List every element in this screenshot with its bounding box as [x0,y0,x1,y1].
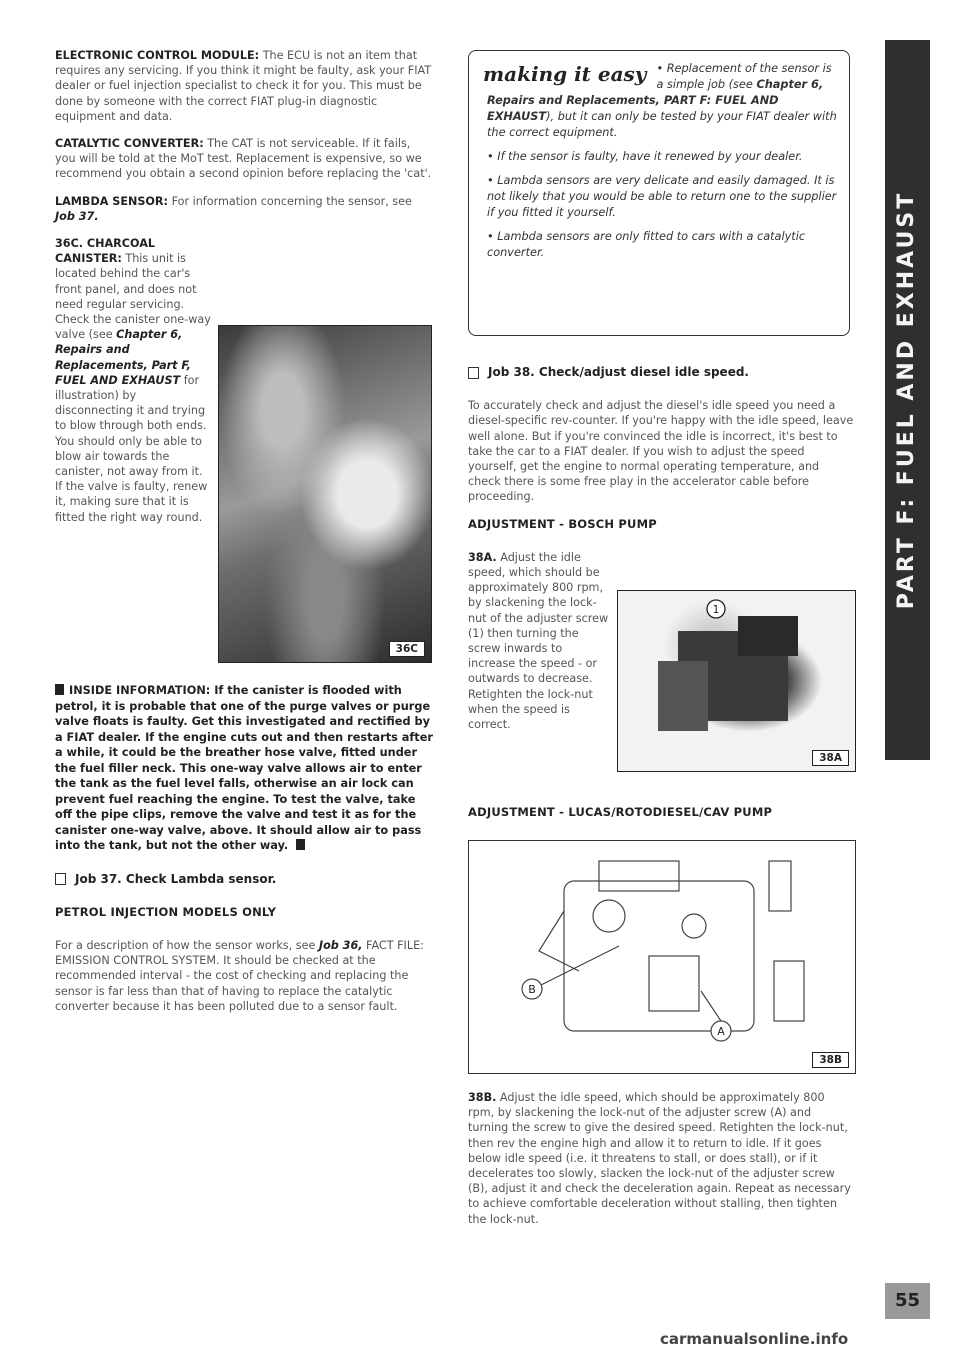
bosch-pump-illustration [618,591,855,771]
lambda-text: For information concerning the sensor, see [168,194,412,208]
tip-bullet-2: • If the sensor is faulty, have it renewed by your dealer. [487,150,803,163]
info-bold-3: breather hose valve, [204,746,337,759]
lucas-heading: ADJUSTMENT - LUCAS/ROTODIESEL/CAV PUMP [468,805,773,819]
lucas-pump-diagram [468,840,856,1074]
charcoal-text-2: for illustration) by disconnecting it and trying to blow through both ends. You should only be able to blow air towards the canister, not away from it. If the valve is faulty, renew it, making sure that it is fitted the right way round. [55,373,208,524]
tip-bullet-3-text: Lambda sensors are very delicate and easily damaged. It is not likely that you would be able to return one to the supplier if you fitted it yourself. [487,174,837,219]
petrol-text-2: FACT FILE: EMISSION CONTROL SYSTEM. It should be checked at the recommended interval - the cost of checking and replacing the sensor is far less than that of having to replace the catalytic converter because it has been polluted due to a sensor fault. [55,938,424,1013]
info-or: or [371,699,393,713]
lambda-paragraph [55,194,433,224]
tip-bullet-2-text: If the sensor is faulty, have it renewed by your dealer. [497,150,803,163]
lambda-ref: Job 37. [55,209,99,223]
canister-photo [218,325,432,663]
petrol-heading: PETROL INJECTION MODELS ONLY [55,904,277,919]
tip-bullet-1-text-b: ), but it can only be tested by your FIAT dealer with the correct equipment. [487,110,837,139]
charcoal-paragraph [55,236,211,525]
job37-title-text: Job 37. Check Lambda sensor. [75,871,277,886]
s38b-label: 38B. [468,1091,497,1104]
charcoal-ref: Chapter 6, Repairs and Replacements, Part F, FUEL AND EXHAUST [55,328,191,387]
left-column-lower [55,683,433,1026]
ecm-paragraph [55,48,433,124]
petrol-ref: Job 36, [318,938,363,952]
info-text-2: is faulty. Get this investigated and rectified by a FIAT dealer. If the engine cuts out and then restarts after a while, it could be the [55,715,433,759]
tip-bullet-3: • Lambda sensors are very delicate and easily damaged. It is not likely that you would be able to return one to the supplier if you fitted it yourself. [487,174,837,219]
ecm-text: The ECU is not an item that requires any servicing. If you think it might be faulty, ask your FIAT dealer or fuel injection specialist to check it for you. This must be done by someone with the correct FIAT plug-in diagnostic equipment and data. [55,49,432,123]
s38a-paragraph [468,550,610,732]
s38b-text: Adjust the idle speed, which should be approximately 800 rpm, by slackening the lock-nut of the adjuster screw (A) and turning the screw to give the desired speed. Retighten the lock-nut, then rev the engine high and allow it to return to idle. If it goes below idle speed (i.e. it threatens to stall, or does stall), or if it decelerates too slowly, slacken the lock-nut of the adjuster screw (B), adjust it and check the deceleration again. Repeat as necessary to achieve comfortable deceleration without stalling, then tighten the lock-nut. [468,1091,851,1226]
cat-paragraph [55,136,433,182]
job38-title [468,365,854,380]
photo-38a-marker: 1 [712,603,720,616]
cat-label: CATALYTIC CONVERTER: [55,137,204,151]
bosch-pump-photo [617,590,856,772]
job38-checkbox[interactable] [468,367,479,379]
page-number: 55 [885,1283,930,1319]
tip-bullet-4-text: Lambda sensors are only fitted to cars with a catalytic converter. [487,230,806,259]
petrol-text-1: For a description of how the sensor works, see [55,938,319,952]
making-it-easy-logo: making it easy [483,62,647,86]
charcoal-text-1: This unit is located behind the car's front panel, and does not need regular servicing. Check the canister one-way valve (see [55,252,211,342]
info-text-3: fitted under the fuel filler neck. This one-way valve allows air to enter the tank as the fuel level falls, otherwise an air lock can prevent fuel reaching the engine. To test the valve, take off the pipe clips, remove the valve and test it as for the canister one-way valve, above. It should allow air to pass into the tank, but not the other way. [55,746,422,852]
s38a-label: 38A. [468,550,497,564]
tip-bullet-4: • Lambda sensors are only fitted to cars with a catalytic converter. [487,230,806,259]
tip-bullet-1: • Replacement of the sensor is a simple job (see Chapter 6, Repairs and Replacements, PART F: FUEL AND EXHAUST), but it can only be tested by your FIAT dealer with the correct equipment. [487,62,837,139]
ecm-label: ELECTRONIC CONTROL MODULE: [55,49,260,62]
job37-title [55,872,433,887]
info-icon [55,684,64,695]
info-bold-2: purge valve floats [55,699,431,728]
job38-title-text: Job 38. Check/adjust diesel idle speed. [488,365,749,379]
info-title: INSIDE INFORMATION: [69,684,211,697]
info-bold-1: purge valves [289,699,372,713]
job37-checkbox[interactable] [55,873,66,885]
making-it-easy-box [468,50,850,336]
job38-paragraph: To accurately check and adjust the diesel's idle speed you need a diesel-specific rev-counter. If you're happy with the idle speed, leave well alone. But if you're convinced the idle is incorrect, it's best to take the car to a FIAT dealer. If you wish to adjust the speed yourself, get the engine to normal operating temperature, and check there is some free play in the accelerator cable before proceeding. [468,399,854,504]
photo-36c-label: 36C [389,641,425,657]
photo-38a-label: 38A [812,750,849,766]
inside-information [55,683,433,854]
lucas-pump-line-drawing [469,841,855,1073]
right-column-lower [468,1090,854,1239]
footer-watermark: carmanualsonline.info [660,1330,849,1348]
cat-text: The CAT is not serviceable. If it fails, you will be told at the MoT test. Replacement is expensive, so we recommend you obtain a second opinion before replacing the 'cat'. [55,137,432,181]
info-end-icon [296,839,305,850]
petrol-paragraph [55,938,433,1014]
charcoal-label: 36C. CHARCOAL CANISTER: [55,237,155,266]
info-text-1: If the canister is flooded with petrol, it is probable that one of the [55,684,402,713]
chapter-side-tab-text: PART F: FUEL AND EXHAUST [894,190,919,610]
diagram-38b-label: 38B [812,1052,849,1068]
tip-bullet-1-text-a: Replacement of the sensor is a simple job (see [656,62,832,91]
s38a-text: Adjust the idle speed, which should be approximately 800 rpm, by slackening the lock-nut of the adjuster screw (1) then turning the screw inwards to increase the speed - or outwards to decrease. Retighten the lock-nut when the speed is correct. [468,550,609,732]
bosch-heading: ADJUSTMENT - BOSCH PUMP [468,516,657,531]
lambda-label: LAMBDA SENSOR: [55,194,169,208]
tip-bullet-1-ref: Chapter 6, Repairs and Replacements, PART F: FUEL AND EXHAUST [487,78,824,123]
diagram-marker-a: A [717,1025,725,1038]
lucas-heading-wrap [468,805,854,838]
s38b-paragraph [468,1090,854,1227]
diagram-marker-b: B [528,983,536,996]
